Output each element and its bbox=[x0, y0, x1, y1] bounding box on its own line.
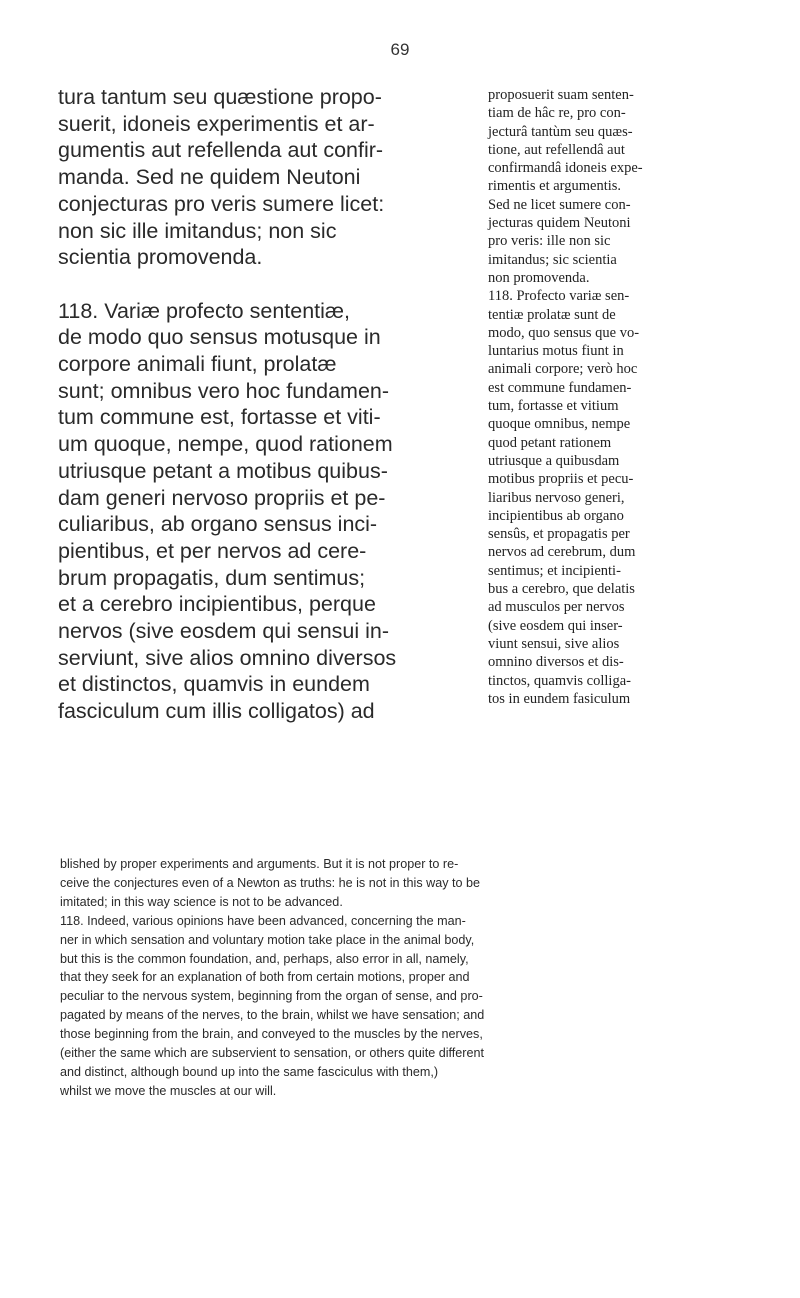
text-line: jecturâ tantùm seu quæs- bbox=[488, 123, 633, 140]
text-line: culiaribus, ab organo sensus inci- bbox=[58, 512, 378, 537]
text-line: those beginning from the brain, and conveyed to the muscles by the nerves, bbox=[60, 1027, 483, 1042]
right-column-latin-text bbox=[488, 86, 758, 708]
text-line: blished by proper experiments and arguments. But it is not proper to re- bbox=[60, 857, 459, 871]
text-line: omnino diversos et dis- bbox=[488, 654, 624, 671]
english-translation-text bbox=[60, 855, 760, 1101]
left-column-latin-text bbox=[58, 84, 458, 725]
text-line: nervos ad cerebrum, dum bbox=[488, 544, 636, 561]
text-line: pientibus, et per nervos ad cere- bbox=[58, 538, 367, 563]
text-line: est commune fundamen- bbox=[488, 379, 632, 396]
text-line: 118. Profecto variæ sen- bbox=[488, 288, 630, 305]
text-line: ceive the conjectures even of a Newton as truths: he is not in this way to be bbox=[60, 875, 481, 890]
text-line: et distinctos, quamvis in eundem bbox=[58, 672, 370, 697]
text-line: peculiar to the nervous system, beginning from the organ of sense, and pro- bbox=[60, 989, 483, 1004]
text-line: Sed ne licet sumere con- bbox=[488, 196, 631, 213]
text-line: tinctos, quamvis colliga- bbox=[488, 672, 631, 689]
text-line: et a cerebro incipientibus, perque bbox=[58, 592, 376, 617]
text-line: tione, aut refellendâ aut bbox=[488, 141, 625, 158]
text-line: non sic ille imitandus; non sic bbox=[58, 218, 337, 243]
text-line: 118. Indeed, various opinions have been advanced, concerning the man- bbox=[60, 913, 466, 928]
text-line: and distinct, although bound up into the same fasciculus with them,) bbox=[60, 1064, 439, 1079]
text-line: tos in eundem fasiculum bbox=[488, 690, 631, 707]
text-line: proposuerit suam senten- bbox=[488, 87, 634, 103]
text-line: viunt sensui, sive alios bbox=[488, 635, 620, 652]
text-line: suerit, idoneis experimentis et ar- bbox=[58, 111, 375, 136]
text-line: bus a cerebro, que delatis bbox=[488, 581, 635, 598]
text-line: nervos (sive eosdem qui sensui in- bbox=[58, 619, 390, 644]
text-line: jecturas quidem Neutoni bbox=[488, 215, 631, 232]
text-line: whilst we move the muscles at our will. bbox=[60, 1083, 277, 1098]
text-line: (either the same which are subservient to sensation, or others quite different bbox=[60, 1046, 484, 1061]
text-line: that they seek for an explanation of both from certain motions, proper and bbox=[60, 970, 470, 985]
text-line: pagated by means of the nerves, to the brain, whilst we have sensation; and bbox=[60, 1008, 485, 1023]
text-line: corpore animali fiunt, prolatæ bbox=[58, 352, 337, 377]
text-line: but this is the common foundation, and, perhaps, also error in all, namely, bbox=[60, 951, 469, 966]
paragraph-118 bbox=[58, 298, 458, 725]
text-line: animali corpore; verò hoc bbox=[488, 361, 638, 378]
text-line: sunt; omnibus vero hoc fundamen- bbox=[58, 378, 390, 403]
text-line: utriusque a quibusdam bbox=[488, 452, 620, 469]
text-line: 118. Variæ profecto sententiæ, bbox=[58, 298, 351, 323]
text-line: gumentis aut refellenda aut confir- bbox=[58, 138, 384, 163]
paragraph-1 bbox=[58, 84, 458, 271]
page-number: 69 bbox=[390, 40, 410, 59]
paragraph-gap bbox=[58, 271, 458, 298]
text-line: rimentis et argumentis. bbox=[488, 178, 622, 195]
text-line: non promovenda. bbox=[488, 269, 590, 286]
text-line: fasciculum cum illis colligatos) ad bbox=[58, 699, 375, 724]
text-line: tiam de hâc re, pro con- bbox=[488, 105, 626, 122]
text-line: um quoque, nempe, quod rationem bbox=[58, 432, 393, 457]
text-line: (sive eosdem qui inser- bbox=[488, 617, 623, 634]
text-line: brum propagatis, dum sentimus; bbox=[58, 565, 366, 590]
text-line: imitated; in this way science is not to be advanced. bbox=[60, 894, 343, 909]
text-line: tentiæ prolatæ sunt de bbox=[488, 306, 616, 323]
text-line: tum, fortasse et vitium bbox=[488, 398, 619, 415]
text-line: sensûs, et propagatis per bbox=[488, 526, 630, 543]
text-line: modo, quo sensus que vo- bbox=[488, 324, 640, 341]
text-line: serviunt, sive alios omnino diversos bbox=[58, 645, 397, 670]
text-line: confirmandâ idoneis expe- bbox=[488, 160, 643, 177]
text-line: dam generi nervoso propriis et pe- bbox=[58, 485, 386, 510]
text-line: tura tantum seu quæstione propo- bbox=[58, 85, 382, 109]
text-line: sentimus; et incipienti- bbox=[488, 562, 621, 579]
text-line: conjecturas pro veris sumere licet: bbox=[58, 191, 385, 216]
text-line: quoque omnibus, nempe bbox=[488, 416, 631, 433]
text-line: manda. Sed ne quidem Neutoni bbox=[58, 165, 361, 190]
text-line: pro veris: ille non sic bbox=[488, 233, 611, 250]
text-line: quod petant rationem bbox=[488, 434, 612, 451]
text-line: de modo quo sensus motusque in bbox=[58, 325, 381, 350]
text-line: ner in which sensation and voluntary motion take place in the animal body, bbox=[60, 932, 475, 947]
text-line: liaribus nervoso generi, bbox=[488, 489, 625, 506]
text-line: imitandus; sic scientia bbox=[488, 251, 617, 268]
text-line: incipientibus ab organo bbox=[488, 507, 624, 524]
text-line: ad musculos per nervos bbox=[488, 599, 625, 616]
text-line: scientia promovenda. bbox=[58, 245, 263, 270]
text-line: luntarius motus fiunt in bbox=[488, 343, 624, 360]
text-line: utriusque petant a motibus quibus- bbox=[58, 458, 388, 483]
text-line: motibus propriis et pecu- bbox=[488, 471, 634, 488]
text-line: tum commune est, fortasse et viti- bbox=[58, 405, 381, 430]
